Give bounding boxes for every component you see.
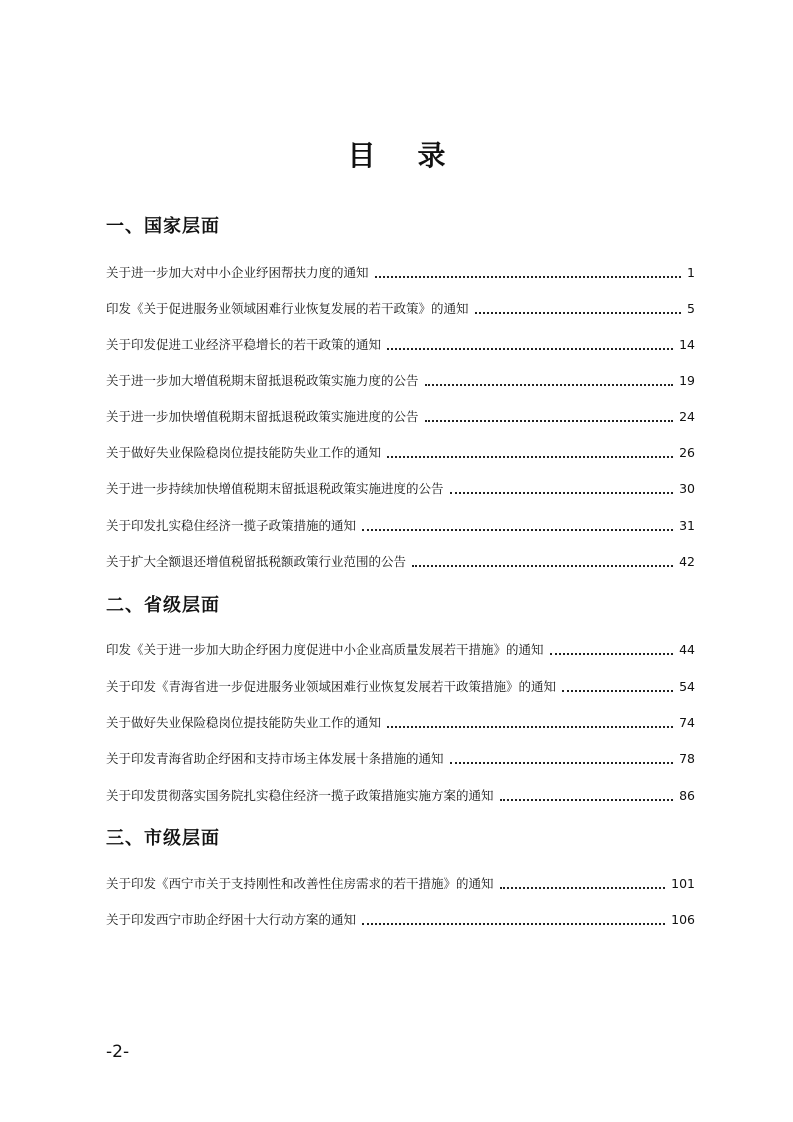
toc-entry[interactable] bbox=[106, 552, 695, 572]
toc-entry-title: 印发《关于促进服务业领域困难行业恢复发展的若干政策》的通知 bbox=[106, 301, 469, 316]
toc-entry-title: 关于进一步加大增值税期末留抵退税政策实施力度的公告 bbox=[106, 373, 419, 388]
section-heading-municipal: 三、市级层面 bbox=[106, 828, 220, 849]
toc-entry-title: 关于进一步加大对中小企业纾困帮扶力度的通知 bbox=[106, 265, 369, 280]
section-heading-provincial: 二、省级层面 bbox=[106, 595, 220, 616]
toc-entry-title: 关于印发贯彻落实国务院扎实稳住经济一揽子政策措施实施方案的通知 bbox=[106, 788, 494, 803]
toc-entry-title: 关于印发扎实稳住经济一揽子政策措施的通知 bbox=[106, 518, 357, 533]
toc-entry-page: 30 bbox=[679, 481, 695, 496]
dot-leader bbox=[387, 726, 673, 728]
toc-entry[interactable] bbox=[106, 910, 695, 930]
toc-entry[interactable] bbox=[106, 335, 695, 355]
dot-leader bbox=[425, 384, 674, 386]
toc-entry-page: 78 bbox=[679, 751, 695, 766]
page-number: -2- bbox=[106, 1042, 130, 1062]
toc-entry-page: 86 bbox=[679, 788, 695, 803]
toc-entry[interactable] bbox=[106, 479, 695, 499]
toc-entry-title: 关于印发促进工业经济平稳增长的若干政策的通知 bbox=[106, 337, 382, 352]
dot-leader bbox=[362, 923, 665, 925]
toc-entry[interactable] bbox=[106, 407, 695, 427]
toc-entry-page: 101 bbox=[671, 876, 695, 891]
dot-leader bbox=[412, 565, 673, 567]
dot-leader bbox=[450, 492, 674, 494]
toc-entry[interactable] bbox=[106, 299, 695, 319]
toc-entry[interactable] bbox=[106, 713, 695, 733]
toc-entry[interactable] bbox=[106, 786, 695, 806]
toc-entry-title: 关于进一步持续加快增值税期末留抵退税政策实施进度的公告 bbox=[106, 481, 444, 496]
toc-entry[interactable] bbox=[106, 263, 695, 283]
toc-entry-title: 关于印发青海省助企纾困和支持市场主体发展十条措施的通知 bbox=[106, 751, 444, 766]
toc-entry-page: 54 bbox=[679, 679, 695, 694]
page-title-part1: 目 bbox=[347, 139, 376, 172]
dot-leader bbox=[475, 312, 682, 314]
dot-leader bbox=[500, 887, 666, 889]
toc-entry-title: 关于扩大全额退还增值税留抵税额政策行业范围的公告 bbox=[106, 554, 407, 569]
dot-leader bbox=[562, 690, 673, 692]
toc-entry[interactable] bbox=[106, 516, 695, 536]
toc-entry-title: 关于印发西宁市助企纾困十大行动方案的通知 bbox=[106, 912, 357, 927]
toc-entry[interactable] bbox=[106, 640, 695, 660]
dot-leader bbox=[500, 799, 674, 801]
toc-entry-page: 5 bbox=[687, 301, 695, 316]
page-title-part2: 录 bbox=[417, 139, 446, 172]
toc-entry-page: 31 bbox=[679, 518, 695, 533]
toc-entry-page: 24 bbox=[679, 409, 695, 424]
toc-entry-page: 19 bbox=[679, 373, 695, 388]
toc-entry-page: 14 bbox=[679, 337, 695, 352]
toc-entry-title: 关于印发《西宁市关于支持刚性和改善性住房需求的若干措施》的通知 bbox=[106, 876, 494, 891]
toc-entry[interactable] bbox=[106, 874, 695, 894]
toc-entry-page: 44 bbox=[679, 642, 695, 657]
toc-entry-page: 26 bbox=[679, 445, 695, 460]
toc-entry-page: 74 bbox=[679, 715, 695, 730]
dot-leader bbox=[387, 348, 673, 350]
dot-leader bbox=[375, 276, 682, 278]
toc-entry[interactable] bbox=[106, 443, 695, 463]
section-heading-national: 一、国家层面 bbox=[106, 216, 220, 237]
toc-entry[interactable] bbox=[106, 677, 695, 697]
dot-leader bbox=[387, 456, 673, 458]
dot-leader bbox=[362, 529, 673, 531]
toc-entry-page: 106 bbox=[671, 912, 695, 927]
toc-entry-page: 1 bbox=[687, 265, 695, 280]
toc-entry-title: 关于做好失业保险稳岗位提技能防失业工作的通知 bbox=[106, 445, 382, 460]
toc-entry-page: 42 bbox=[679, 554, 695, 569]
toc-entry[interactable] bbox=[106, 371, 695, 391]
dot-leader bbox=[450, 762, 674, 764]
toc-entry-title: 印发《关于进一步加大助企纾困力度促进中小企业高质量发展若干措施》的通知 bbox=[106, 642, 544, 657]
dot-leader bbox=[425, 420, 674, 422]
toc-entry-title: 关于进一步加快增值税期末留抵退税政策实施进度的公告 bbox=[106, 409, 419, 424]
toc-entry-title: 关于做好失业保险稳岗位提技能防失业工作的通知 bbox=[106, 715, 382, 730]
toc-entry[interactable] bbox=[106, 749, 695, 769]
toc-entry-title: 关于印发《青海省进一步促进服务业领域困难行业恢复发展若干政策措施》的通知 bbox=[106, 679, 557, 694]
page-title bbox=[0, 134, 793, 174]
dot-leader bbox=[550, 653, 674, 655]
